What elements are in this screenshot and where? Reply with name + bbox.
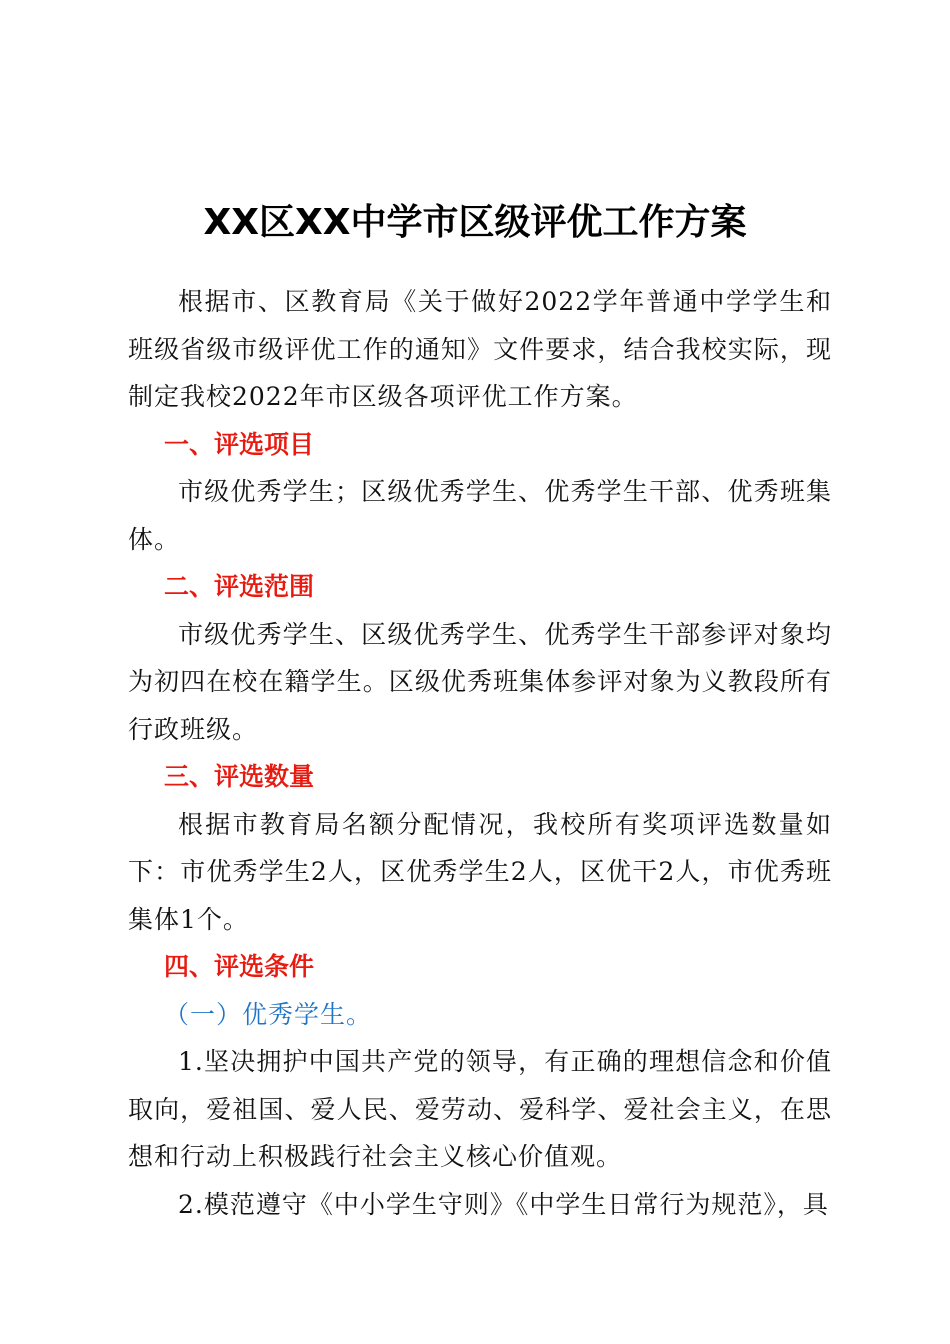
section-heading-conditions: 四、评选条件: [164, 952, 315, 981]
condition-item-2: 2.模范遵守《中小学生守则》《中学生日常行为规范》，具: [178, 1189, 829, 1219]
section-scope-text: 市级优秀学生、区级优秀学生、优秀学生干部参评对象均为初四在校在籍学生。区级优秀班集体参评对象为义教段所有行政班级。: [128, 619, 832, 744]
section-heading-quantity: 三、评选数量: [164, 762, 315, 791]
document-title: XX区XX中学市区级评优工作方案: [203, 202, 747, 243]
document-body: [128, 278, 832, 1228]
condition-item-1: 1.坚决拥护中国共产党的领导，有正确的理想信念和价值取向，爱祖国、爱人民、爱劳动、爱科学、爱社会主义，在思想和行动上积极践行社会主义核心价值观。: [128, 1047, 832, 1171]
section-heading-items: 一、评选项目: [164, 429, 315, 459]
section-items-text: 市级优秀学生；区级优秀学生、优秀学生干部、优秀班集体。: [128, 477, 832, 554]
intro-paragraph: 根据市、区教育局《关于做好2022学年普通中学学生和班级省级市级评优工作的通知》文件要求，结合我校实际，现制定我校2022年市区级各项评优工作方案。: [128, 287, 832, 411]
section-heading-scope: 二、评选范围: [164, 572, 315, 601]
subsection-heading-excellent-students: （一）优秀学生。: [164, 999, 373, 1029]
section-quantity-text: 根据市教育局名额分配情况，我校所有奖项评选数量如下：市优秀学生2人，区优秀学生2人，区优干2人，市优秀班集体1个。: [128, 809, 832, 934]
